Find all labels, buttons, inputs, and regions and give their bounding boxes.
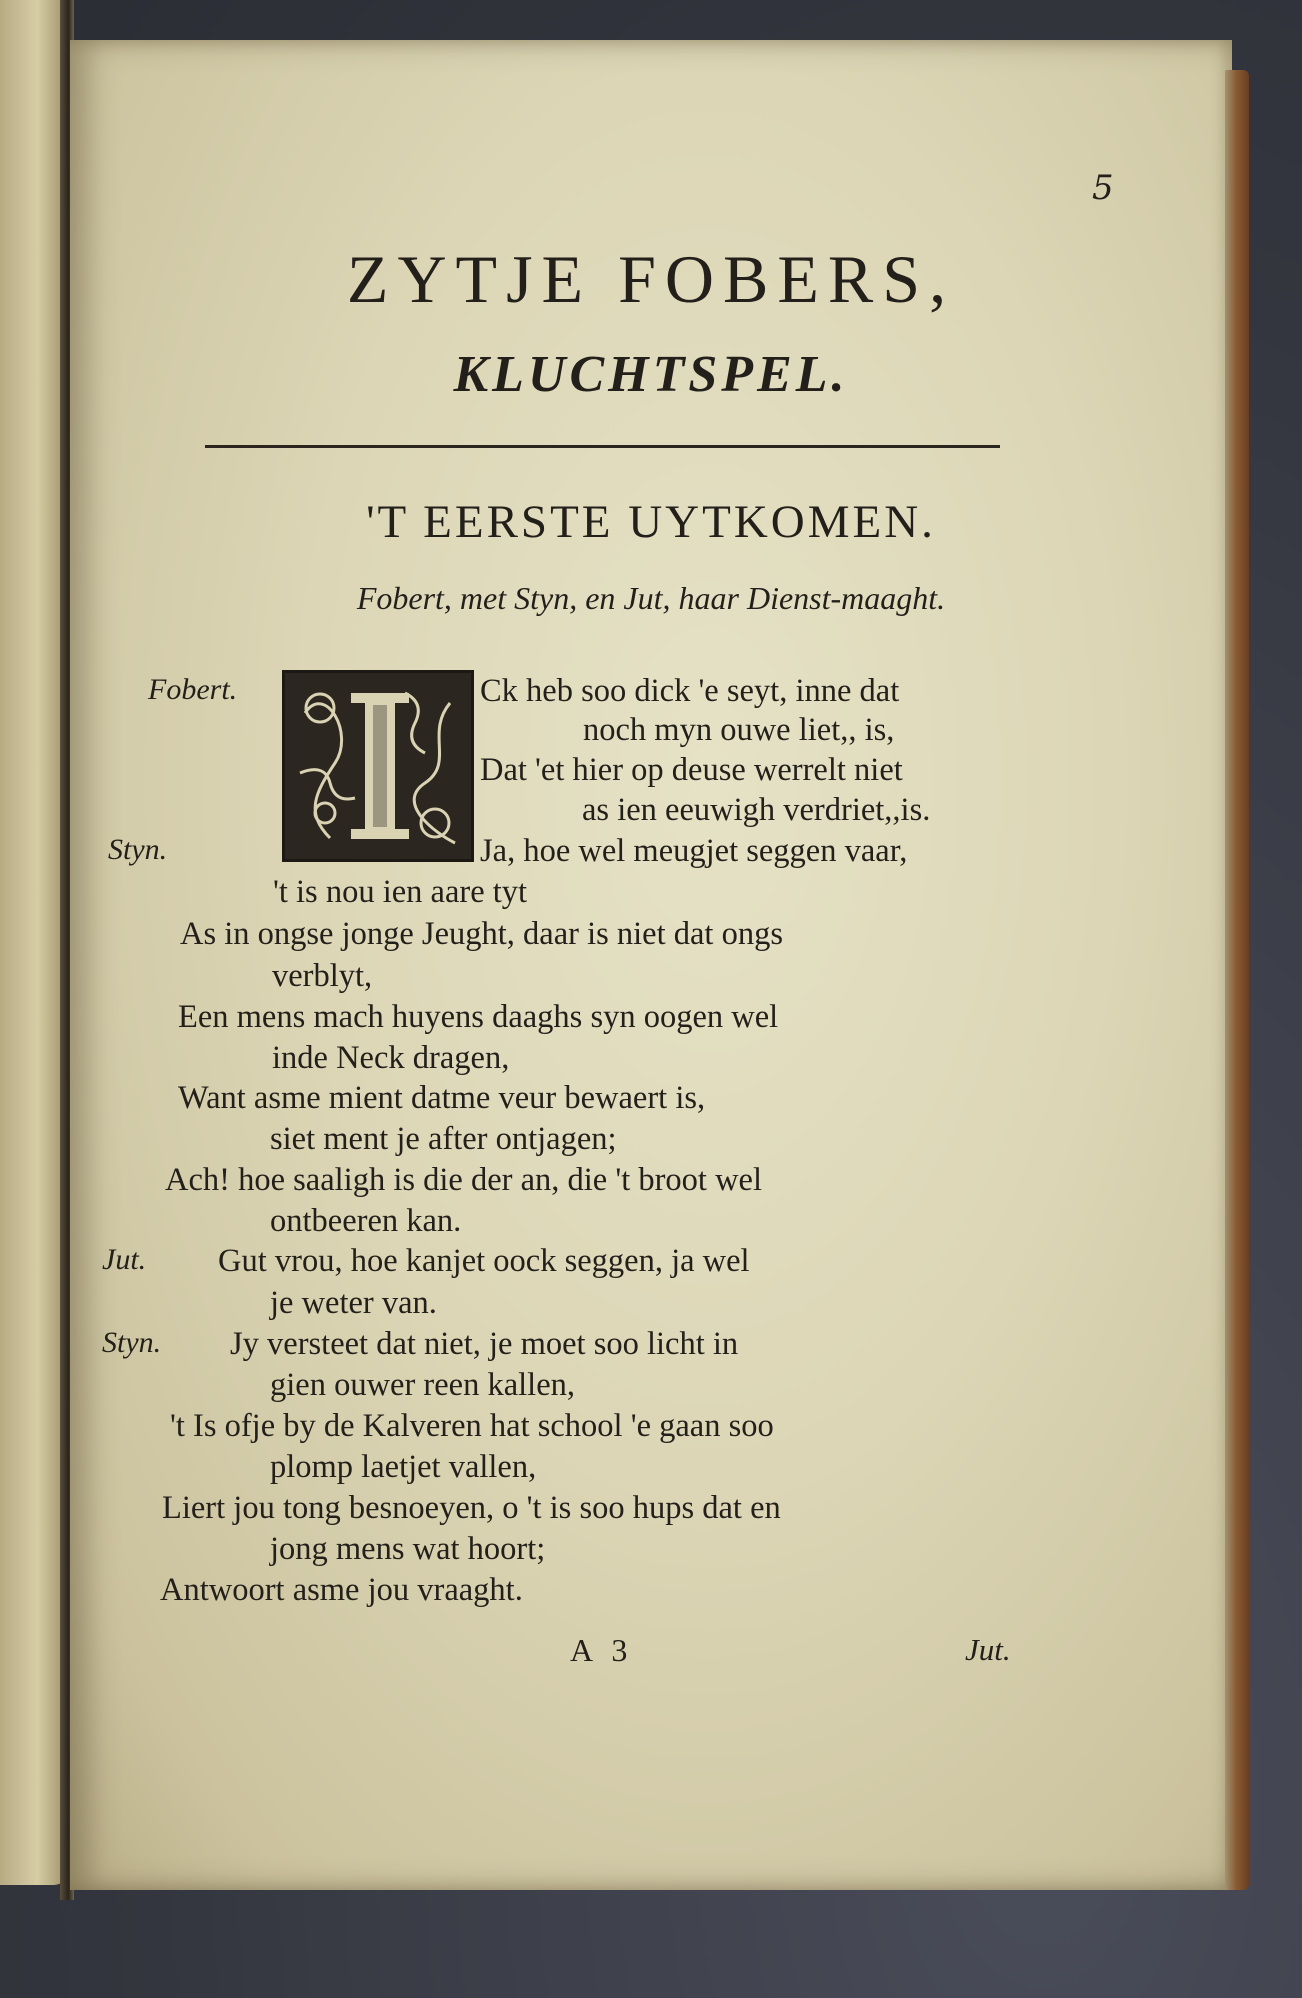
signature-mark: A 3 [570,1632,634,1668]
text-line: je weter van. [270,1285,437,1321]
catchword: Jut. [965,1632,1011,1667]
text-line: Gut vrou, hoe kanjet oock seggen, ja wel [218,1243,750,1279]
page-title: ZYTJE FOBERS, [346,241,956,317]
scene-heading: 'T EERSTE UYTKOMEN. [366,496,936,548]
text-line: jong mens wat hoort; [270,1531,546,1567]
speaker-fobert: Fobert. [148,673,238,706]
speaker-jut: Jut. [102,1243,147,1276]
text-line: as ien eeuwigh verdriet,,is. [582,792,931,828]
text-line: Dat 'et hier op deuse werrelt niet [480,752,903,788]
speaker-styn: Styn. [108,833,168,866]
text-line: 't Is ofje by de Kalveren hat school 'e gaan soo [170,1408,774,1444]
decorated-initial-i [282,670,474,862]
title-rule [205,445,1000,448]
text-line: ontbeeren kan. [270,1203,462,1239]
text-line: Ach! hoe saaligh is die der an, die 't broot wel [165,1162,762,1198]
text-line: Liert jou tong besnoeyen, o 't is soo hups dat en [162,1490,781,1526]
text-line: 't is nou ien aare tyt [273,874,528,910]
book-page [70,40,1232,1890]
text-line: Ja, hoe wel meugjet seggen vaar, [480,833,908,869]
text-line: Want asme mient datme veur bewaert is, [178,1080,706,1116]
speaker-styn: Styn. [102,1326,162,1359]
right-page-edge [1225,70,1249,1890]
page-subtitle: KLUCHTSPEL. [453,346,849,403]
text-line: verblyt, [272,958,373,994]
text-line: Een mens mach huyens daaghs syn oogen wel [178,999,779,1035]
text-line: noch myn ouwe liet,, is, [583,712,895,748]
text-line: Antwoort asme jou vraaght. [160,1572,523,1608]
page-number: 5 [1092,168,1114,208]
cast-list: Fobert, met Styn, en Jut, haar Dienst-maaght. [356,580,946,616]
left-page-edge [0,0,68,1885]
ornament-icon [285,673,471,859]
text-line: As in ongse jonge Jeught, daar is niet dat ongs [180,916,783,952]
text-line: Ck heb soo dick 'e seyt, inne dat [480,673,900,709]
text-line: inde Neck dragen, [272,1040,510,1076]
text-line: Jy versteet dat niet, je moet soo licht in [230,1326,739,1362]
text-line: plomp laetjet vallen, [270,1449,537,1485]
text-line: siet ment je after ontjagen; [270,1121,617,1157]
text-line: gien ouwer reen kallen, [270,1367,576,1403]
